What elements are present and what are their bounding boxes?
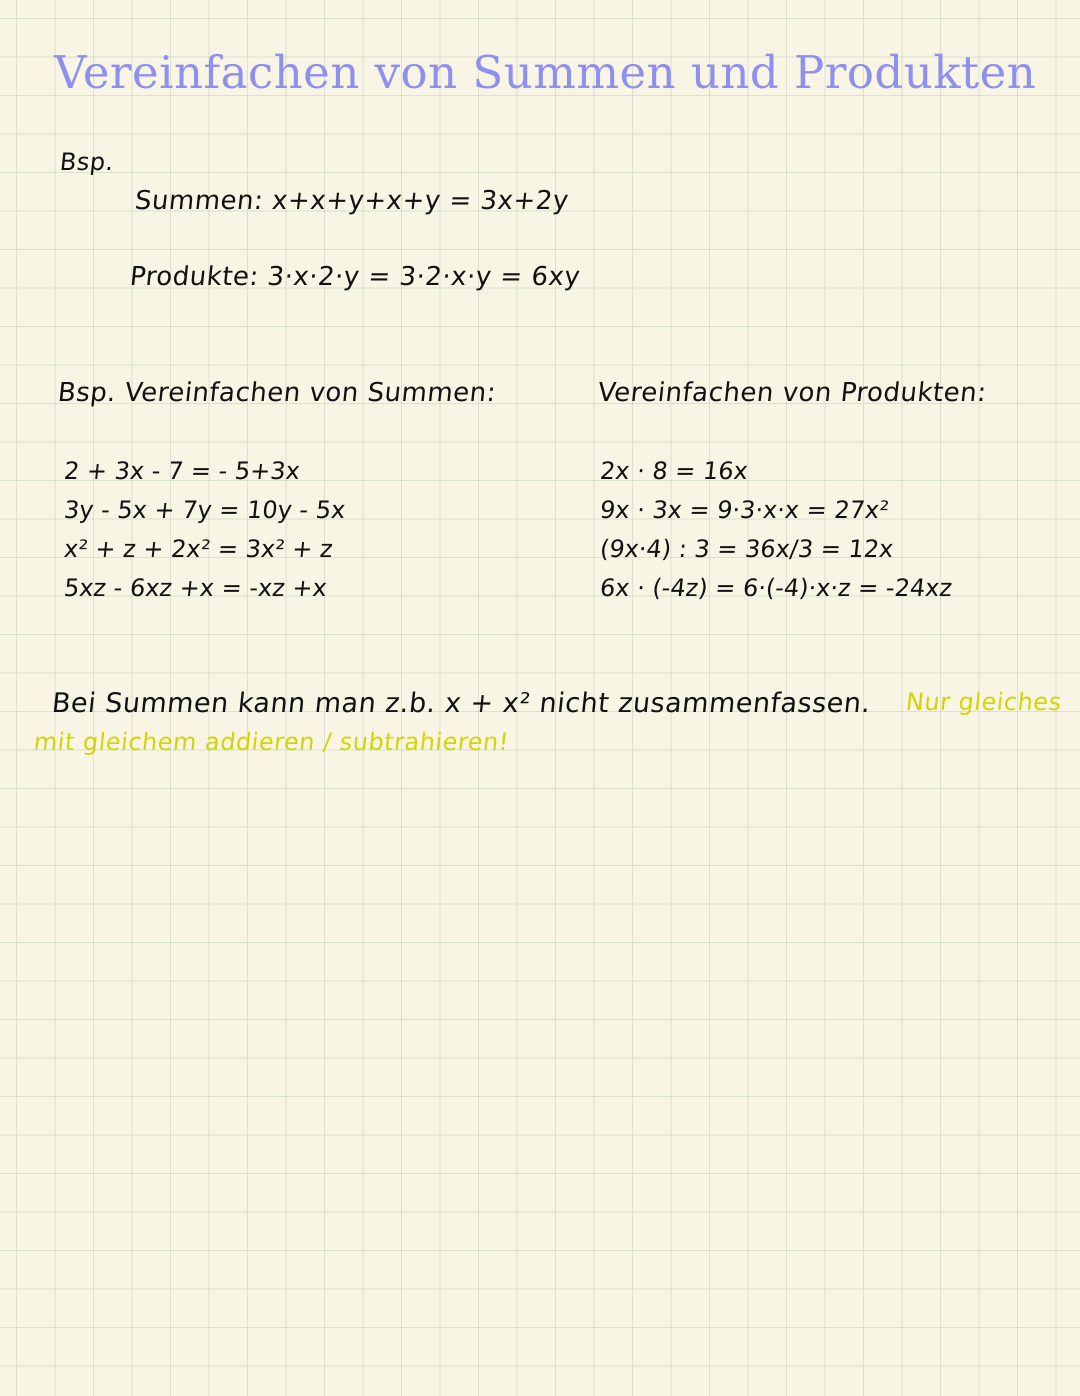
note-text: Bei Summen kann man z.b. x + x² nicht zusammenfassen. [50,688,873,719]
sums-heading: Bsp. Vereinfachen von Summen: [56,378,498,408]
product-line: 6x · (-4z) = 6·(-4)·x·z = -24xz [598,574,954,602]
product-line: 9x · 3x = 9·3·x·x = 27x² [598,496,891,524]
sum-line: 3y - 5x + 7y = 10y - 5x [62,496,347,524]
note-highlight-2: mit gleichem addieren / subtrahieren! [32,728,511,756]
products-list [600,452,952,608]
example-label: Bsp. [58,148,116,176]
product-line: 2x · 8 = 16x [598,457,750,485]
sum-line: x² + z + 2x² = 3x² + z [62,535,335,563]
sum-line: 2 + 3x - 7 = - 5+3x [62,457,302,485]
page-title: Vereinfachen von Summen und Produkten [54,46,1037,99]
sums-list [64,452,345,608]
products-example: Produkte: 3·x·2·y = 3·2·x·y = 6xy [128,262,582,292]
note-highlight-1: Nur gleiches [904,688,1064,716]
products-heading: Vereinfachen von Produkten: [596,378,989,408]
sums-example: Summen: x+x+y+x+y = 3x+2y [133,186,571,216]
sum-line: 5xz - 6xz +x = -xz +x [62,574,329,602]
product-line: (9x·4) : 3 = 36x/3 = 12x [598,535,895,563]
